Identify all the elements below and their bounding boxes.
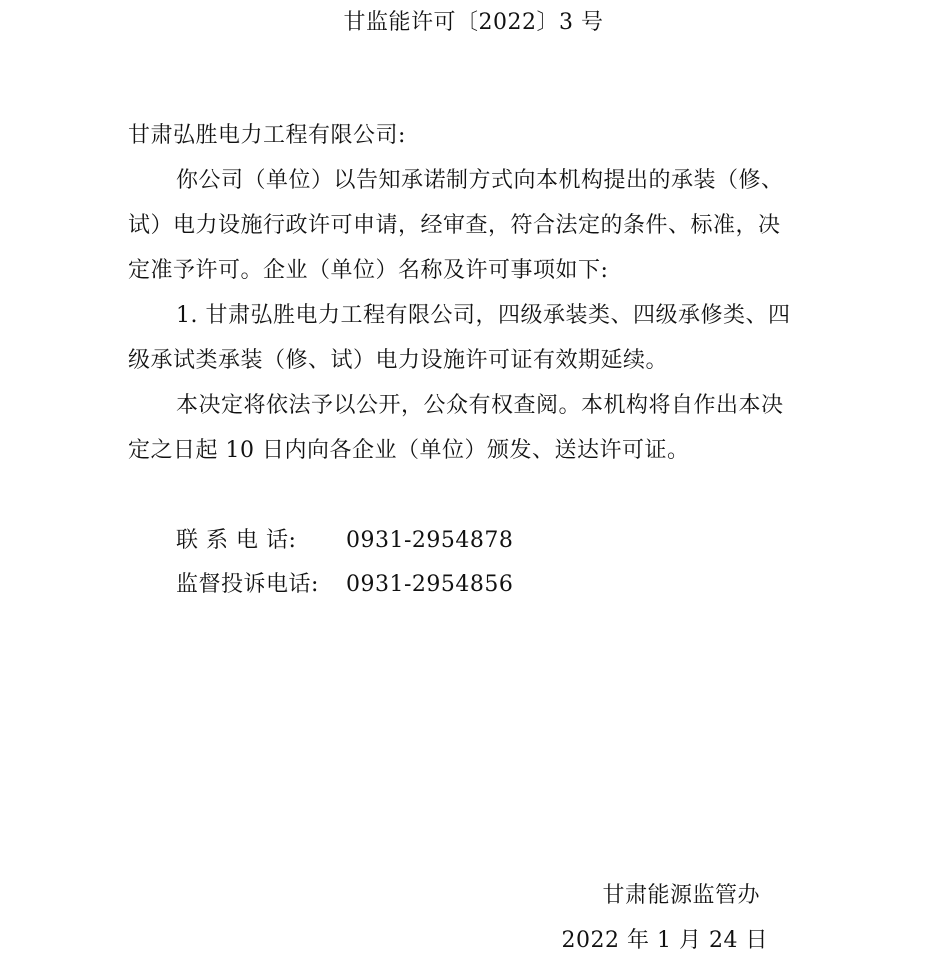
contact-phone-value: 0931-2954878: [346, 528, 514, 553]
complaint-phone-value: 0931-2954856: [346, 572, 514, 597]
paragraph-1-line-3: 定准予许可。企业（单位）名称及许可事项如下:: [128, 258, 609, 283]
signing-date: 2022 年 1 月 24 日: [561, 928, 768, 953]
document-number: 甘监能许可〔2022〕3 号: [343, 10, 604, 35]
signing-organization: 甘肃能源监管办: [602, 883, 760, 908]
complaint-phone-row: [176, 570, 513, 600]
item-1-line-2: 级承试类承装（修、试）电力设施许可证有效期延续。: [128, 348, 669, 373]
paragraph-1-line-2: 试）电力设施行政许可申请，经审查，符合法定的条件、标准，决: [128, 213, 781, 238]
complaint-phone-label: 监督投诉电话:: [176, 572, 319, 597]
paragraph-1-line-1: 你公司（单位）以告知承诺制方式向本机构提出的承装（修、: [176, 168, 784, 193]
contact-phone-label: 联 系 电 话:: [176, 528, 297, 553]
addressee: 甘肃弘胜电力工程有限公司:: [128, 123, 406, 148]
paragraph-2-line-1: 本决定将依法予以公开，公众有权查阅。本机构将自作出本决: [176, 393, 784, 418]
paragraph-2-line-2: 定之日起 10 日内向各企业（单位）颁发、送达许可证。: [128, 438, 690, 463]
item-1-line-1: 1. 甘肃弘胜电力工程有限公司，四级承装类、四级承修类、四: [176, 303, 791, 328]
contact-phone-row: [176, 526, 513, 556]
